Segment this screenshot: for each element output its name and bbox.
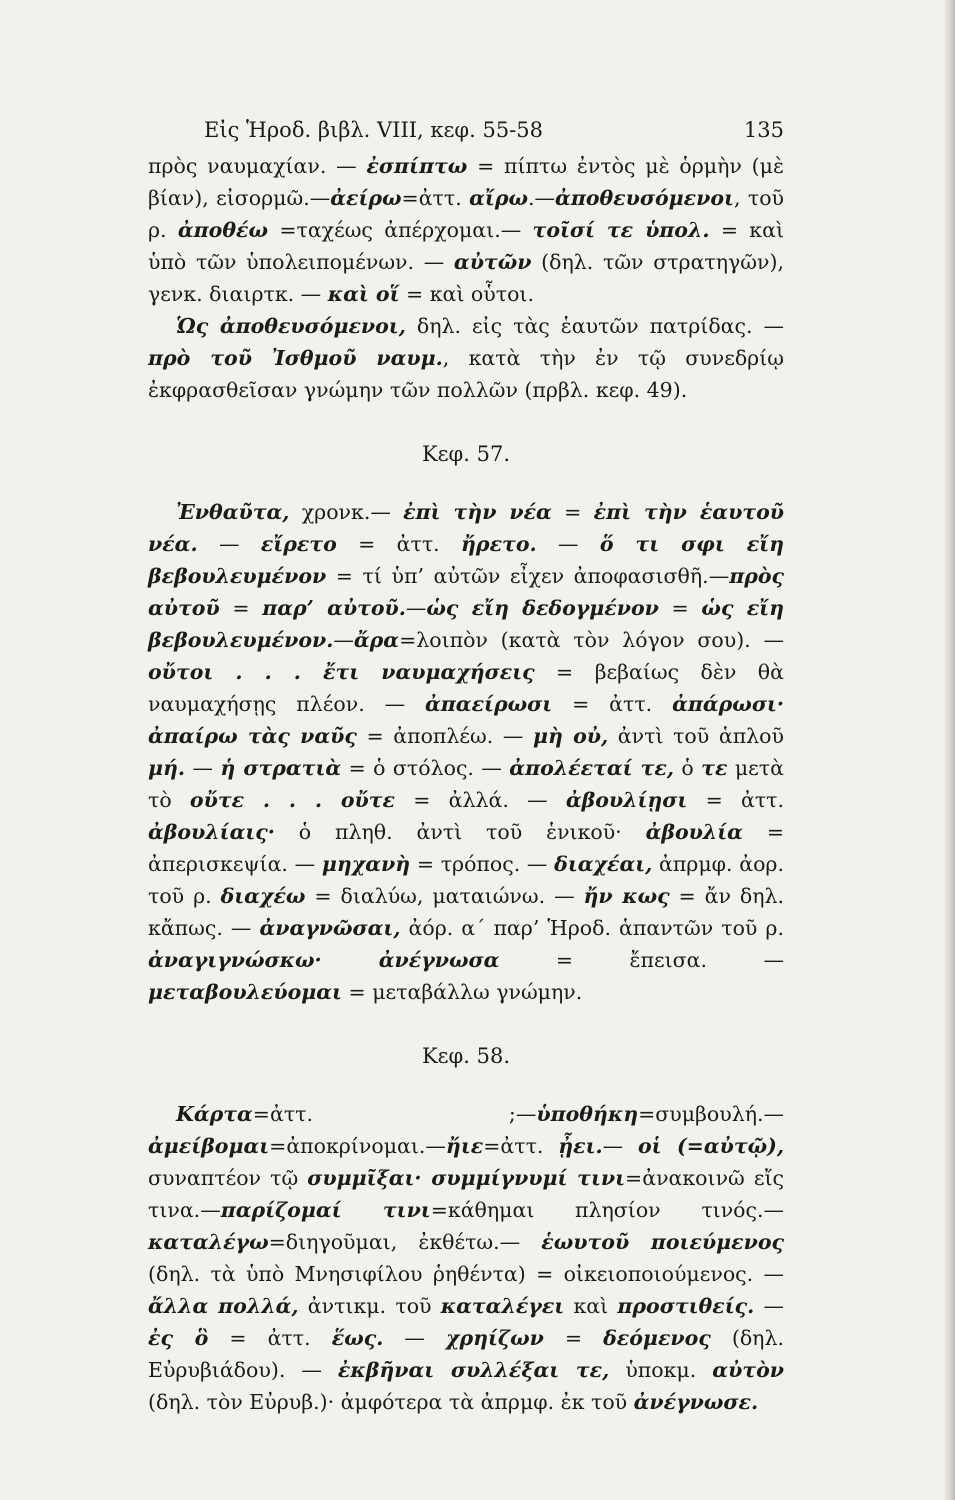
lemma: ὡς εἴη δεδογμένον [426,596,659,620]
lemma: ἀβουλίῃσι [565,788,688,812]
gloss-text: ἀντικμ. τοῦ [298,1294,441,1318]
lemma: μή. [148,756,186,780]
gloss-text: = ἀττ. [208,1326,332,1350]
lemma: ἤρετο. [461,532,537,556]
gloss-text: = ἀποπλέω. — [356,724,533,748]
gloss-text: = ἔπεισα. — [499,948,784,972]
gloss-text: =ἀποκρίνομαι.— [269,1134,446,1158]
gloss-text: ὑποκμ. [609,1358,713,1382]
gloss-text: = ἀπερισκεψία. — [148,820,784,876]
gloss-text: πρὸς ναυμαχίαν. — [148,154,367,178]
lemma: ἀβουλίαις· [148,820,275,844]
commentary-paragraph [148,1098,784,1418]
lemma: τοῖσί τε ὑπολ. [532,218,710,242]
gloss-text: = καὶ οὗτοι. [399,282,534,306]
lemma: εἴρετο [260,532,337,556]
gloss-text: = ἀλλά. — [395,788,566,812]
lemma: Κάρτα [176,1102,253,1126]
gloss-text: = ἀττ. [687,788,785,812]
lemma: Ἐνθαῦτα, [176,500,290,524]
gloss-text: =ταχέως ἀπέρχομαι.— [268,218,533,242]
gloss-text: — [185,756,221,780]
lemma: διαχέω [220,884,306,908]
lemma: ἀπάρωσι· ἀπαίρω τὰς ναῦς [148,692,784,748]
gloss-text: =ἀνακοινῶ εἴς τινα.— [148,1166,784,1222]
gloss-text: ἀπρμφ. ἀορ. τοῦ ρ. [148,852,785,908]
gloss-text: = ἄν δηλ. κἄπως. — [148,884,784,940]
gloss-text: =κάθημαι πλησίον τινός.— [430,1198,784,1222]
commentary-paragraph [148,310,784,406]
commentary-paragraph [148,150,784,310]
lemma: ἑωυτοῦ ποιεύμενος [541,1230,785,1254]
lemma: προστιθείς. [617,1294,755,1318]
gloss-text: = μεταβάλλω γνώμην. [341,980,583,1004]
lemma: ὑποθήκη [536,1102,639,1126]
lemma: ἤν κως [583,884,670,908]
lemma: αὐτὸν [712,1358,784,1382]
gloss-text: = [543,1326,604,1350]
gloss-text: (δηλ. τὰ ὑπὸ Μνησιφίλου ῥηθέντα) = οἰκειοποιούμενος. — [148,1262,784,1286]
lemma: καταλέγει [440,1294,565,1318]
gloss-text: — [197,532,261,556]
gloss-text: = [551,500,594,524]
lemma: μὴ οὐ, [532,724,609,748]
lemma: καὶ οἵ [327,282,400,306]
gloss-text: = καὶ ὑπὸ τῶν ὑπολειπομένων. — [148,218,785,274]
lemma: ἀβουλία [645,820,743,844]
gloss-text: — [333,628,354,652]
gloss-text: ἀντὶ τοῦ ἁπλοῦ [608,724,784,748]
lemma: δεόμενος [603,1326,711,1350]
lemma: ἀποθέω [177,218,268,242]
running-header [148,110,784,150]
book-page [148,110,784,1418]
lemma: οἱ (=αὐτῷ), [637,1134,784,1158]
lemma: ᾖει. [558,1134,603,1158]
gloss-text: = διαλύω, ματαιώνω. — [305,884,584,908]
lemma: ἕως. [331,1326,384,1350]
lemma: διαχέαι, [554,852,653,876]
lemma: ἀναγνῶσαι, [259,916,401,940]
lemma: ἄλλα πολλά, [148,1294,299,1318]
gloss-text: = [219,596,263,620]
page-edge-shadow [943,0,955,1500]
lemma: πρὸς αὐτοῦ [148,564,784,620]
lemma: καταλέγω [148,1230,269,1254]
lemma: συμμῖξαι· συμμίγνυμί τινι [307,1166,626,1190]
lemma: ἐσπίπτω [366,154,468,178]
gloss-text: ὁ [673,756,702,780]
gloss-text: — [383,1326,446,1350]
gloss-text: = [658,596,702,620]
commentary-paragraph [148,496,784,1008]
lemma: ὅ τι σφι εἴη βεβουλευμένον [148,532,784,588]
lemma: ἀπαείρωσι [425,692,553,716]
gloss-text: =ἀττ. ;— [252,1102,537,1126]
lemma: ἀείρω [330,186,402,210]
gloss-text: (δηλ. τὸν Εὐρυβ.)· ἀμφότερα τὰ ἀπρμφ. ἐκ τοῦ [148,1390,634,1414]
lemma: οὔτοι . . . ἔτι ναυμαχήσεις [148,660,535,684]
lemma: ἀπολέεταί τε, [509,756,674,780]
lemma: χρηίζων [445,1326,544,1350]
gloss-text: δηλ. εἰς τὰς ἑαυτῶν πατρίδας. — [405,314,785,338]
lemma: αἴρω [469,186,529,210]
gloss-text: καὶ [564,1294,618,1318]
gloss-text: ὁ πληθ. ἀντὶ τοῦ ἑνικοῦ· [274,820,646,844]
lemma: ἐπὶ τὴν ἑαυτοῦ νέα. [148,500,784,556]
lemma: ἀμείβομαι [148,1134,270,1158]
lemma: ἄρα [353,628,400,652]
lemma: παρ’ αὐτοῦ. [262,596,406,620]
gloss-text: =λοιπὸν (κατὰ τὸν λόγον σου). — [399,628,784,652]
gloss-text: , τοῦ ρ. [148,186,784,242]
gloss-text: = τί ὑπ’ αὐτῶν εἶχεν ἀποφασισθῆ.— [326,564,730,588]
lemma: ἐπὶ τὴν νέα [403,500,552,524]
lemma: Ὡς ἀποθευσόμενοι, [176,314,406,338]
gloss-text: = βεβαίως δὲν θὰ ναυμαχήσῃς πλέον. — [148,660,784,716]
lemma: τε [701,756,728,780]
page-body [148,150,784,1418]
gloss-text: = ἀττ. [552,692,673,716]
gloss-text: (δηλ. Εὐρυβιάδου). — [148,1326,784,1382]
gloss-text: = ὁ στόλος. — [341,756,510,780]
gloss-text: — [602,1134,638,1158]
gloss-text: , κατὰ τὴν ἐν τῷ συνεδρίῳ ἐκφρασθεῖσαν γνώμην τῶν πολλῶν (πρβλ. κεφ. 49). [148,346,784,402]
lemma: ἀποθευσόμενοι [555,186,734,210]
gloss-text: (δηλ. τῶν στρατηγῶν), γενκ. διαιρτκ. — [148,250,784,306]
gloss-text: χρονκ.— [289,500,404,524]
gloss-text: — [754,1294,784,1318]
lemma: οὔτε . . . οὔτε [189,788,396,812]
lemma: ἐς ὃ [148,1326,209,1350]
header-title: Εἰς Ἡροδ. βιβλ. VIII, κεφ. 55-58 [204,118,543,142]
gloss-text: ἀόρ. α΄ παρ’ Ἡροδ. ἁπαντῶν τοῦ ρ. [400,916,784,940]
gloss-text: = πίπτω ἐντὸς μὲ ὁρμὴν (μὲ βίαν), εἰσορμῶ.— [148,154,784,210]
lemma: ἤιε [445,1134,484,1158]
page-number: 135 [743,118,784,142]
lemma: ἐκβῆναι συλλέξαι τε, [337,1358,610,1382]
lemma: ἡ στρατιὰ [220,756,342,780]
chapter-heading: Κεφ. 57. [421,442,511,466]
gloss-text: = τρόπος. — [410,852,555,876]
gloss-text: .— [528,186,556,210]
lemma: ἀναγιγνώσκω· ἀνέγνωσα [148,948,500,972]
gloss-text: — [405,596,427,620]
gloss-text: =ἀττ. [483,1134,559,1158]
lemma: μηχανὴ [321,852,411,876]
gloss-text: =συμβουλή.— [638,1102,784,1126]
chapter-heading: Κεφ. 58. [421,1044,511,1068]
gloss-text: — [536,532,600,556]
lemma: παρίζομαί τινι [220,1198,431,1222]
lemma: μεταβουλεύομαι [148,980,342,1004]
gloss-text: = ἀττ. [336,532,462,556]
lemma: ὡς εἴη βεβουλευμένον. [148,596,785,652]
lemma: ἀνέγνωσε. [633,1390,759,1414]
gloss-text: μετὰ τὸ [148,756,784,812]
gloss-text: =διηγοῦμαι, ἐκθέτω.— [268,1230,542,1254]
lemma: αὐτῶν [453,250,532,274]
lemma: πρὸ τοῦ Ἰσθμοῦ ναυμ. [148,346,443,370]
gloss-text: συναπτέον τῷ [148,1166,308,1190]
gloss-text: =ἀττ. [401,186,470,210]
